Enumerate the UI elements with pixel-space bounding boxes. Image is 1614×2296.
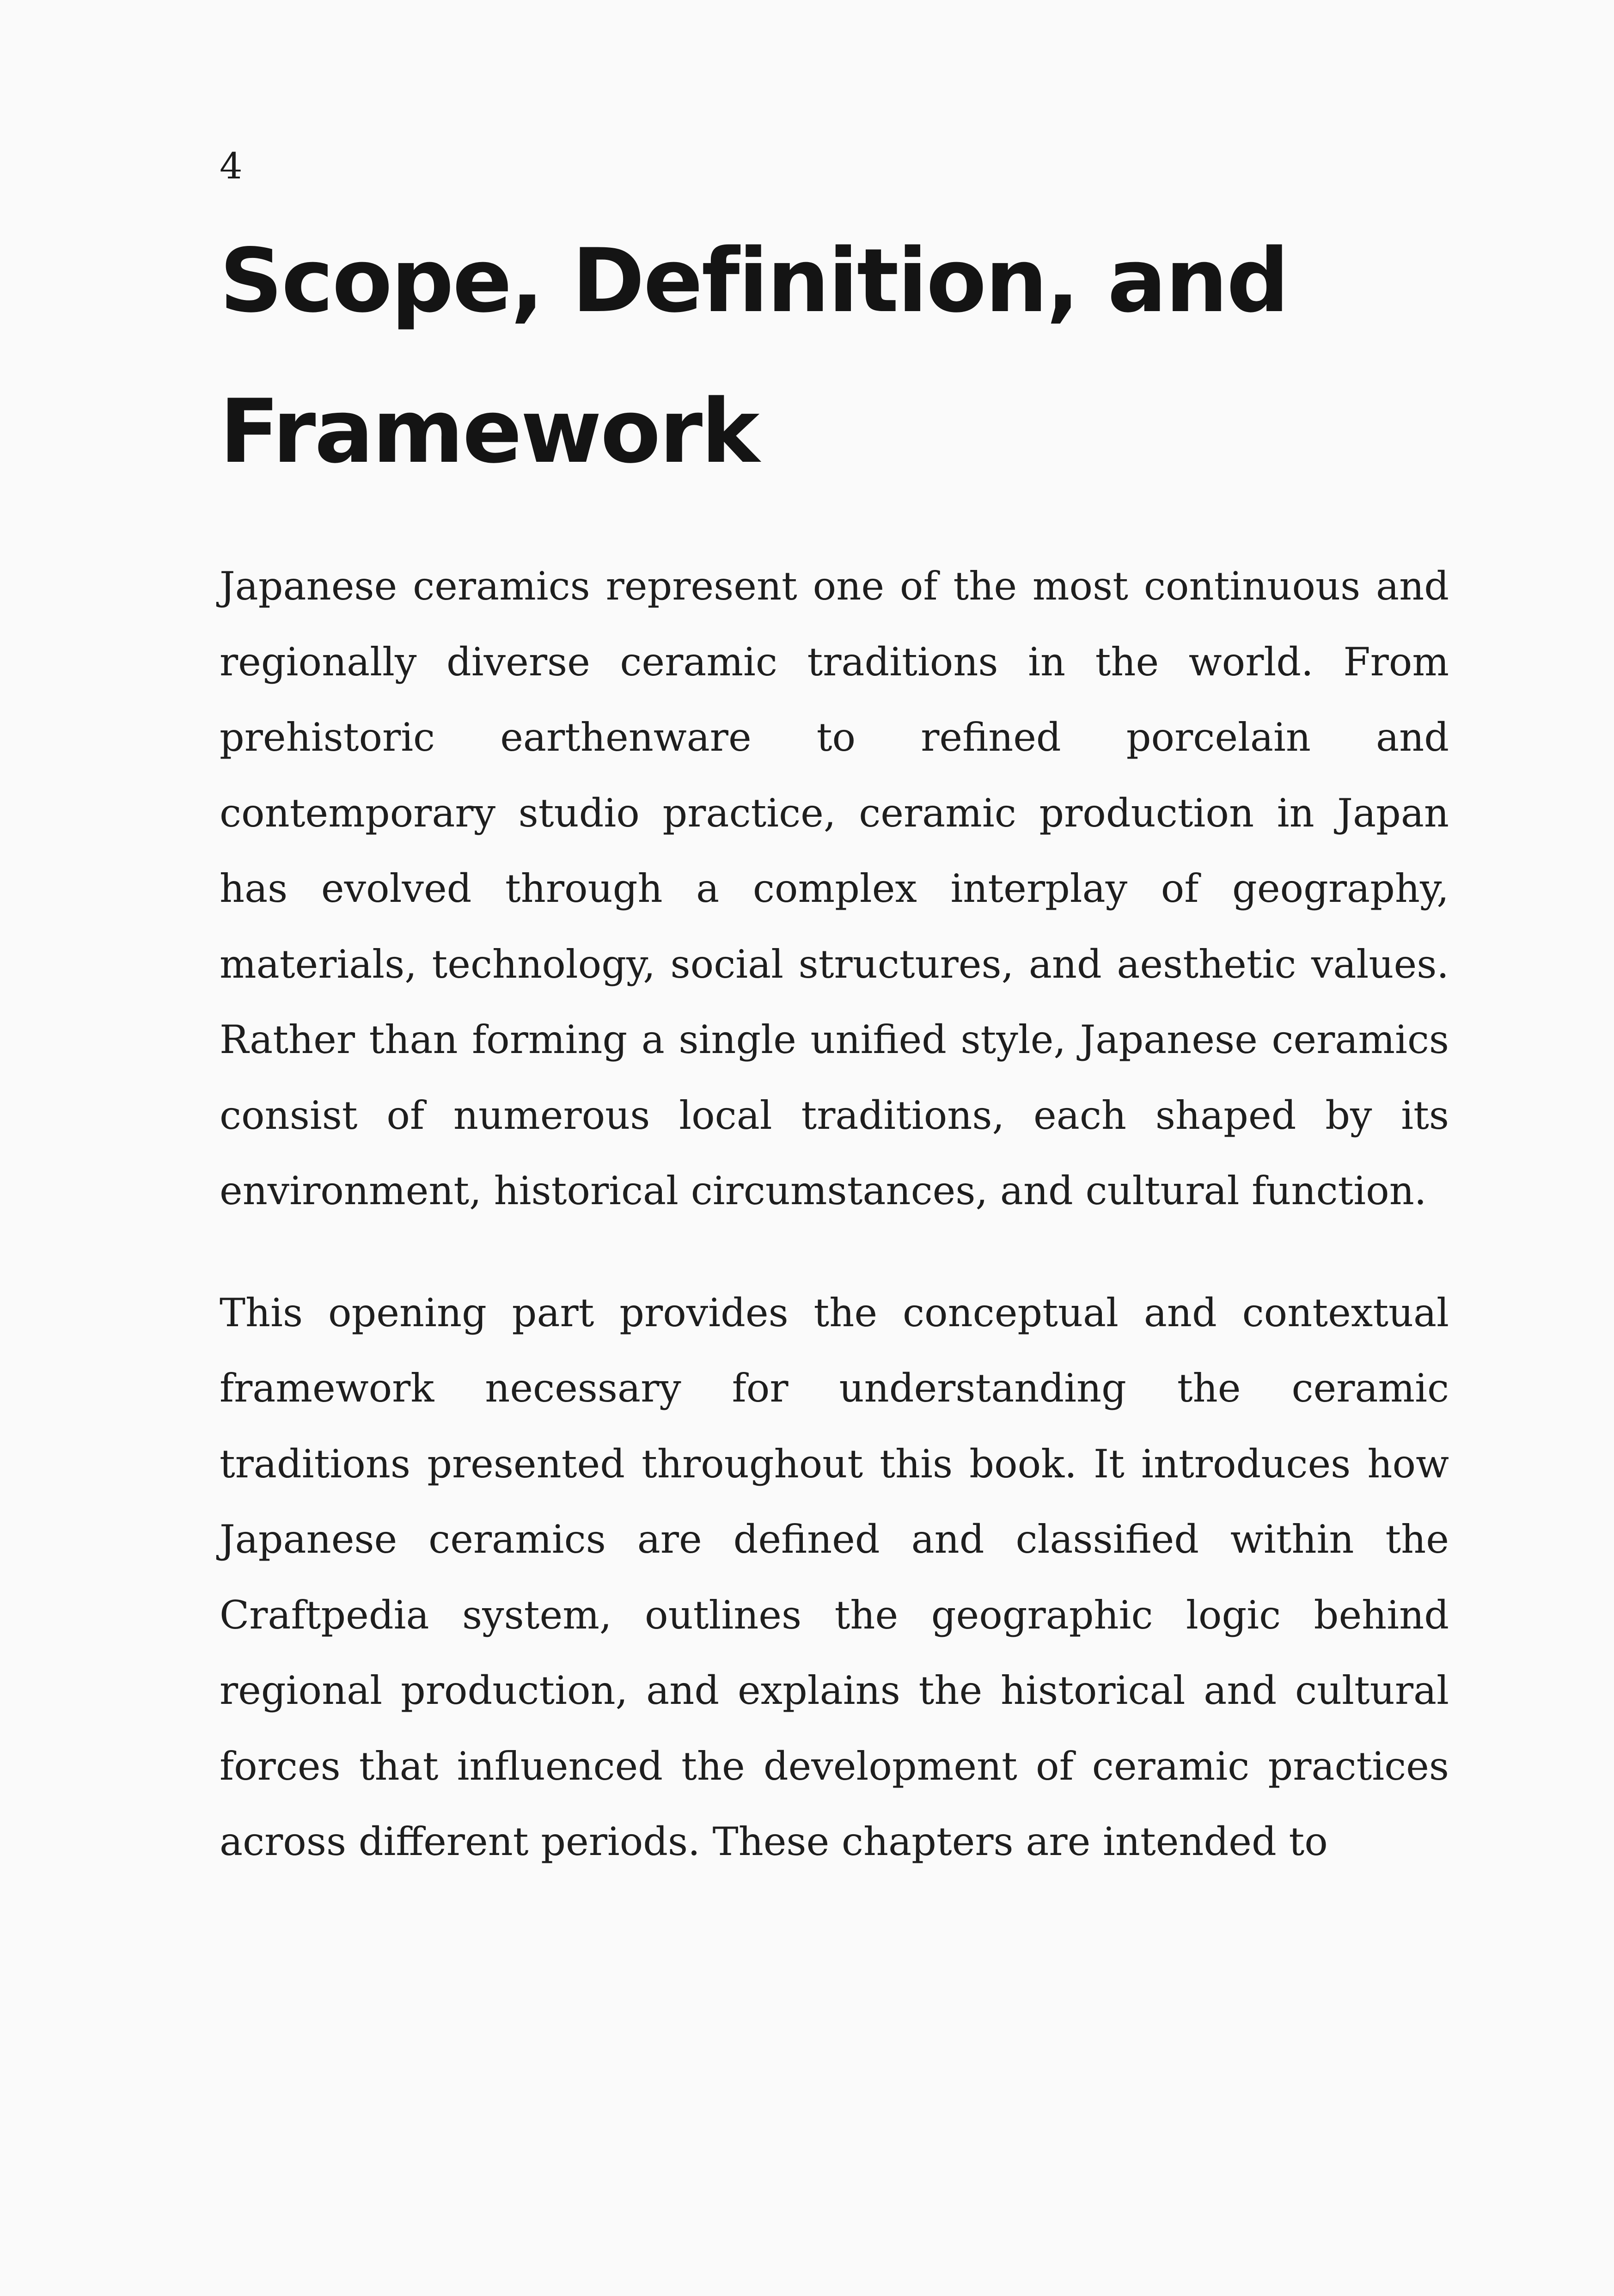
page-number: 4 xyxy=(220,146,243,187)
body-paragraph-2: This opening part provides the conceptual and contextual framework necessary for understanding the ceramic traditions presented throughout this book. It introduces how Japanese ceramics are defined and classified within the Craftpedia system, outlines the geographic logic behind regional production, and explains the historical and cultural forces that influenced the development of ceramic practices across different periods. These chapters are intended to xyxy=(220,1290,1449,1864)
chapter-title: Scope, Definition, and Framework xyxy=(220,230,1288,483)
body-paragraph-1: Japanese ceramics represent one of the most continuous and regionally diverse ceramic traditions in the world. From prehistoric earthenware to refined porcelain and contemporary studio practice, ceramic production in Japan has evolved through a complex interplay of geography, materials, technology, social structures, and aesthetic values. Rather than forming a single unified style, Japanese ceramics consist of numerous local traditions, each shaped by its environment, historical circumstances, and cultural function. xyxy=(220,563,1449,1213)
page-content xyxy=(220,143,1449,1880)
